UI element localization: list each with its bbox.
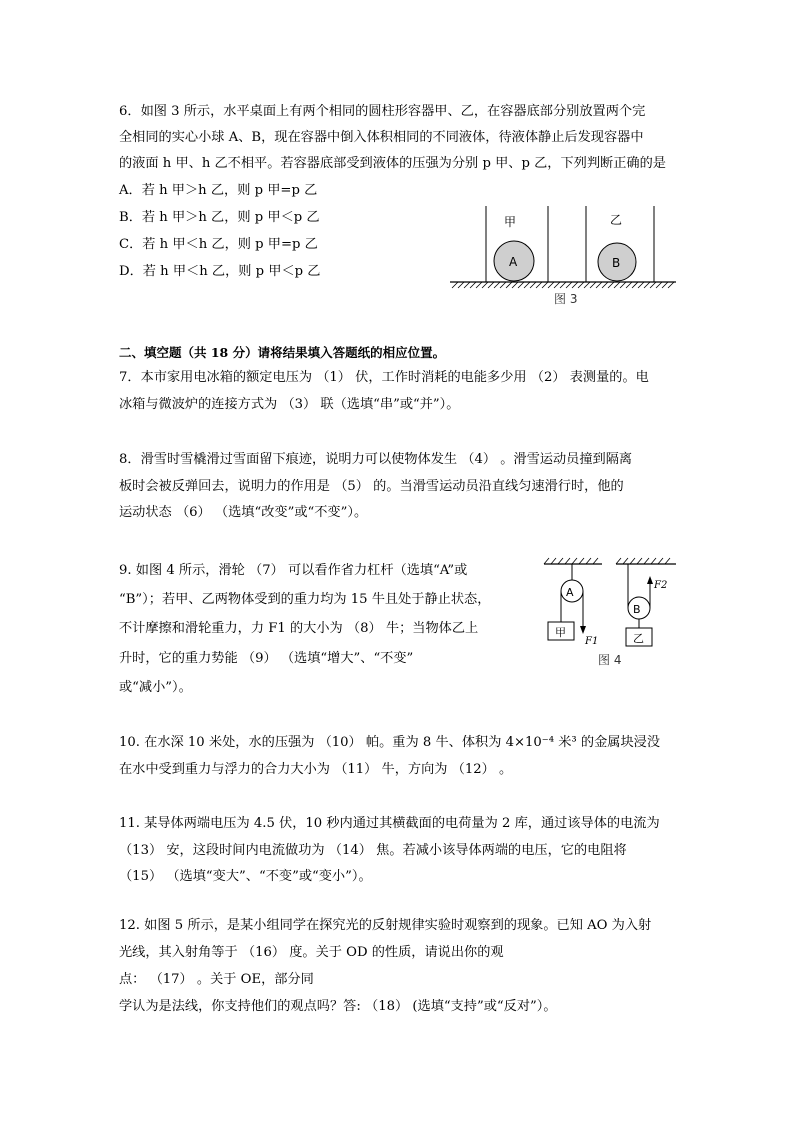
ground-hatch [450, 282, 676, 288]
q9-line-4: 升时，它的重力势能 （9） （选填“增大”、“不变” [119, 651, 414, 666]
pulley-b-label: B [633, 603, 641, 616]
q12-line-2: 光线，其入射角等于 （16） 度。关于 OD 的性质，请说出你的观 [119, 945, 504, 960]
figure-3-caption: 图 3 [554, 292, 578, 306]
q11-line-2: （13） 安，这段时间内电流做功为 （14） 焦。若减小该导体两端的电压，它的电阻将 [119, 843, 627, 858]
force-f1-arrow [580, 626, 586, 634]
ceiling-left [544, 558, 602, 564]
q9-line-2: “B”）；若甲、乙两物体受到的重力均为 15 牛且处于静止状态， [119, 592, 491, 607]
q8-line-2: 板时会被反弹回去，说明力的作用是 （5） 的。当滑雪运动员沿直线匀速滑行时，他的 [119, 479, 624, 494]
weight-yi-label: 乙 [633, 632, 644, 645]
q6-line-1: 6．如图 3 所示，水平桌面上有两个相同的圆柱形容器甲、乙，在容器底部分别放置两个完 [119, 104, 646, 119]
q6-option-c: C．若 h 甲＜h 乙，则 p 甲=p 乙 [119, 237, 318, 252]
pulley-a-label: A [566, 586, 574, 599]
q12-line-3: 点： （17） 。关于 OE，部分同 [119, 972, 314, 987]
weight-jia-label: 甲 [555, 626, 566, 639]
ball-b-label: B [612, 256, 621, 270]
q10-line-1: 10. 在水深 10 米处，水的压强为 （10） 帕。重为 8 牛、体积为 4×10⁻⁴ 米³ 的金属块浸没 [119, 735, 661, 750]
ceiling-right [616, 558, 676, 564]
q6-line-3: 的液面 h 甲、h 乙不相平。若容器底部受到液体的压强为分别 p 甲、p 乙，下列判断正确的是 [119, 156, 666, 171]
q9-line-3: 不计摩擦和滑轮重力，力 F1 的大小为 （8） 牛；当物体乙上 [119, 621, 479, 636]
figure-4 [540, 556, 690, 668]
q8-line-3: 运动状态 （6） （选填“改变”或“不变”）。 [119, 505, 368, 520]
q6-option-d: D．若 h 甲＜h 乙，则 p 甲＜p 乙 [119, 264, 321, 279]
q12-line-1: 12. 如图 5 所示，是某小组同学在探究光的反射规律实验时观察到的现象。已知 AO 为入射 [119, 918, 652, 933]
q11-line-3: （15） （选填“变大”、“不变”或“变小”）。 [119, 869, 372, 884]
q12-line-4: 学认为是法线，你支持他们的观点吗？答: （18） (选填“支持”或“反对”）。 [119, 999, 557, 1014]
q7-line-1: 7．本市家用电冰箱的额定电压为 （1） 伏，工作时消耗的电能多少用 （2） 表测量的。电 [119, 370, 649, 385]
ball-a-label: A [509, 255, 518, 269]
q11-line-1: 11. 某导体两端电压为 4.5 伏，10 秒内通过其横截面的电荷量为 2 库，通过该导体的电流为 [119, 816, 660, 831]
q10-line-2: 在水中受到重力与浮力的合力大小为 （11） 牛，方向为 （12） 。 [119, 762, 513, 777]
force-f1-label: F1 [585, 636, 599, 647]
q7-line-2: 冰箱与微波炉的连接方式为 （3） 联（选填“串”或“并”）。 [119, 397, 460, 412]
q9-line-1: 9. 如图 4 所示，滑轮 （7） 可以看作省力杠杆（选填“A”或 [119, 563, 468, 578]
force-f2-label: F2 [654, 580, 668, 591]
section-2-title: 二、填空题（共 18 分）请将结果填入答题纸的相应位置。 [119, 345, 446, 360]
q6-line-2: 全相同的实心小球 A、B，现在容器中倒入体积相同的不同液体，待液体静止后发现容器中 [119, 130, 644, 145]
figure-4-caption: 图 4 [598, 653, 622, 667]
q9-line-5: 或“减小”）。 [119, 680, 192, 695]
force-f2-arrow [647, 576, 653, 584]
q6-option-a: A．若 h 甲＞h 乙，则 p 甲=p 乙 [119, 183, 318, 198]
container-right-label: 乙 [610, 213, 623, 227]
q8-line-1: 8．滑雪时雪橇滑过雪面留下痕迹，说明力可以使物体发生 （4） 。滑雪运动员撞到隔离 [119, 452, 633, 467]
figure-3 [448, 204, 678, 314]
q6-option-b: B．若 h 甲＞h 乙，则 p 甲＜p 乙 [119, 210, 320, 225]
container-left-label: 甲 [504, 215, 517, 229]
